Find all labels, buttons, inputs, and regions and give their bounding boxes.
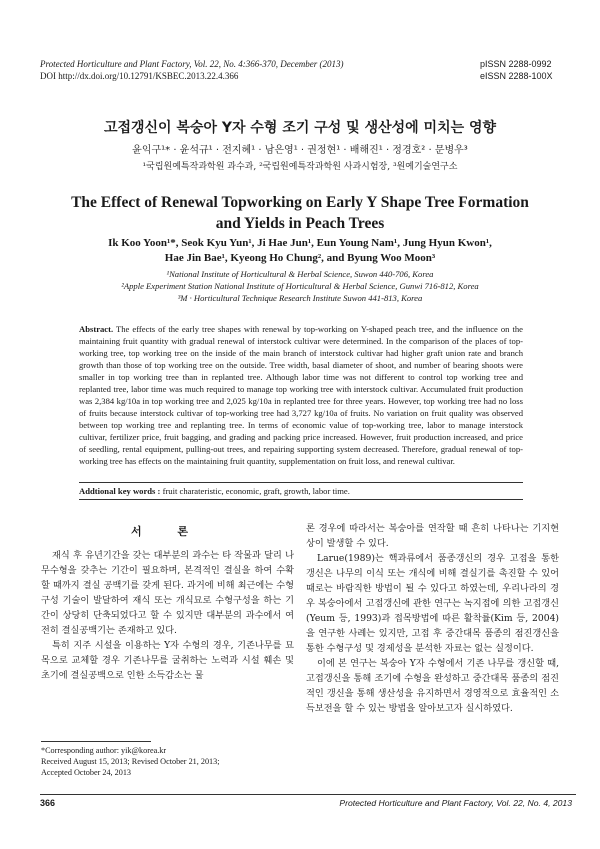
eissn: eISSN 2288-100X — [480, 70, 553, 81]
korean-authors: 윤익구¹* · 윤석규¹ · 전지혜¹ · 남은영¹ · 권정현¹ · 배해진¹ · 정경호² · 문병우³ — [132, 145, 468, 156]
korean-title: 고접갱신이 복숭아 Y자 수형 조기 구성 및 생산성에 미치는 영향 — [103, 120, 497, 136]
intro-paragraph-2-continued: 론 경우에 따라서는 복숭아를 연작할 때 흔히 나타나는 기지현상이 발생할 수 있다. — [306, 523, 559, 549]
keywords-text: fruit charateristic, economic, graft, growth, labor time. — [162, 486, 350, 496]
korean-affiliations: ¹국립원예특작과학원 과수과, ²국립원예특작과학원 사과시험장, ³원예기술연구소 — [142, 162, 458, 172]
journal-citation: Protected Horticulture and Plant Factory, Vol. 22, No. 4:366-370, December (2013) — [40, 59, 344, 69]
section-heading-introduction: 서 론 — [130, 525, 205, 538]
abstract-label: Abstract. — [79, 324, 114, 334]
footer-journal: Protected Horticulture and Plant Factory, Vol. 22, No. 4, 2013 — [339, 798, 572, 808]
keywords-label: Addtional key words : — [79, 486, 161, 496]
english-authors-line2: Hae Jin Bae¹, Kyeong Ho Chung², and Byung Woo Moon³ — [164, 252, 436, 264]
accepted-date: Accepted October 24, 2013 — [41, 768, 132, 777]
journal-header — [40, 59, 344, 82]
affiliation-1: ¹National Institute of Horticultural & Herbal Science, Suwon 440-706, Korea — [166, 269, 434, 279]
intro-paragraph-3: Larue(1989)는 핵과류에서 품종갱신의 경우 고접을 통한 갱신은 나무의 이식 또는 개식에 비해 결실기를 촉진할 수 있어 때로는 바람직한 방법이 될 수 있다고 하였는데, 우리나라의 경우 복숭아에서 고접갱신에 관한 연구는 녹지접에 의한 고접갱신(Yeum 등, 1993)과 접목방법에 따른 활착률(Kim 등, 2004)을 연구한 사례는 있지만, 고접 후 중간대목 품종의 점진갱신을 통한 수형구성 및 경제성을 분석한 자료는 없는 실정이다. — [306, 553, 559, 654]
intro-paragraph-4: 이에 본 연구는 복숭아 Y자 수형에서 기존 나무를 갱신할 때, 고접갱신을 통해 조기에 수형을 완성하고 중간대목 품종의 점진적인 갱신을 통해 생산성을 유지하면서 경영적으로 효율적인 소득보전을 할 수 있는 방법을 알아보고자 실시하였다. — [306, 658, 559, 714]
footnote — [41, 745, 294, 778]
right-column — [306, 521, 559, 716]
abstract-text: The effects of the early tree shapes with renewal by top-working on Y-shaped peach tree, and the influence on the maintaining fruit quantity with gradual renewal of interstock cultivar were determined. In the comparison of the places of top-working tree, top working tree on the inside of the main branch of interstock cultivar had higher graft union rate and branch growth than those of top working tree on the outside. Tree width, basal diameter of shoot, and number of bearing shoots were smaller in top working tree than in replanted tree. Although labor time was not different to control top working tree and replanted tree, labor time was much required to manage top working tree with interstock cultivar. Accumulated fruit production was 2,384 kg/10a in top working tree and 2,025 kg/10a in replanted tree for three years. However, top working tree had no loss of fruits because interstock cultivar of top-working tree had 3,727 kg/10a of fruits. No variation on fruit quality was observed between top working tree and replanting tree. In terms of economic value of top-working tree, labor to manage interstock cultivar, fertilizer price, fruit bagging, and grading and packing price increased. However, fruit production increased, and price of seedling, rental equipment, pulling-out trees, and repairing supporting system decreased. Therefore, gradual renewal of top-working tree has effects on the maintaining fruit quantity, supplementation on fruit loss, and renewal cultivar. — [79, 324, 523, 466]
footer-divider — [40, 794, 576, 795]
doi-link[interactable]: DOI http://dx.doi.org/10.12791/KSBEC.2013.22.4.366 — [40, 70, 239, 81]
english-title-line1: The Effect of Renewal Topworking on Early Y Shape Tree Formation — [71, 194, 529, 211]
english-authors — [60, 236, 540, 266]
abstract — [79, 323, 523, 467]
english-affiliations — [40, 268, 560, 304]
received-date: Received August 15, 2013; Revised October 21, 2013; — [41, 757, 220, 766]
intro-paragraph-1: 재식 후 유년기간을 갖는 대부분의 과수는 타 작물과 달리 나무수형을 갖추는 기간이 필요하며, 본격적인 결실을 하여 수확할 때까지 결실 공백기를 갖게 된다. 과거에 비해 최근에는 수형구성 기술이 발달하여 재식 또는 개식묘로 수형구성을 하는 기간이 상당히 단축되었다고 할 수 있지만 대부분의 과수에서 여전히 결실공백기는 존재하고 있다. — [41, 550, 294, 636]
keywords — [79, 482, 523, 500]
affiliation-2: ²Apple Experiment Station National Institute of Horticultural & Herbal Science, Gunwi 716-812, Korea — [121, 281, 479, 291]
footnote-divider — [41, 741, 151, 742]
corresponding-author: *Corresponding author: yik@korea.kr — [41, 746, 167, 755]
english-authors-line1: Ik Koo Yoon¹*, Seok Kyu Yun¹, Ji Hae Jun¹, Eun Young Nam¹, Jung Hyun Kwon¹, — [108, 237, 492, 249]
english-title — [60, 192, 540, 234]
intro-paragraph-2: 특히 지주 시설을 이용하는 Y자 수형의 경우, 기존나무를 묘목으로 교체할 경우 기존나무를 굴취하는 노력과 시설 훼손 및 초기에 결실공백으로 인한 소득감소는 물 — [41, 640, 294, 681]
pissn: pISSN 2288-0992 — [480, 59, 552, 69]
left-column — [41, 548, 294, 683]
affiliation-3: ³M · Horticultural Technique Research Institute Suwon 441-813, Korea — [177, 293, 423, 303]
page-number: 366 — [40, 798, 56, 808]
english-title-line2: and Yields in Peach Trees — [215, 215, 385, 232]
issn-block — [480, 59, 572, 82]
